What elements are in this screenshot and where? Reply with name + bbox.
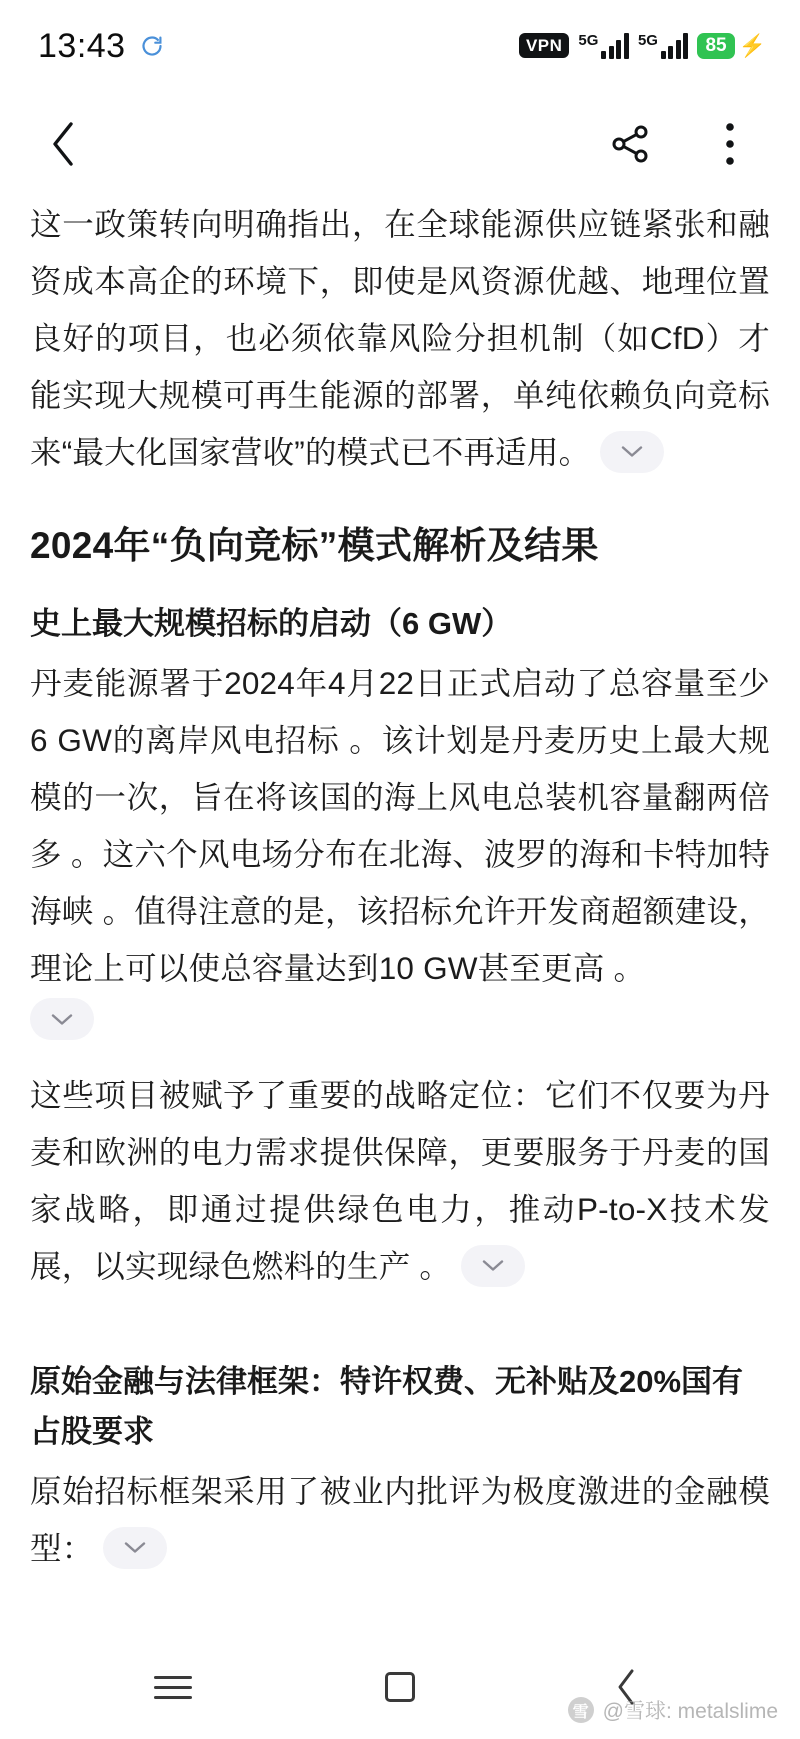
app-bar <box>0 92 800 196</box>
article-paragraph-2 <box>30 655 770 997</box>
chevron-down-icon[interactable] <box>103 1527 167 1569</box>
watermark-avatar: 雪 <box>568 1697 594 1723</box>
section-heading: 2024年“负向竞标”模式解析及结果 <box>30 525 599 566</box>
battery-indicator <box>697 33 766 60</box>
network-type-label-1: 5G <box>578 31 599 49</box>
app-bar-actions <box>604 118 756 170</box>
watermark <box>568 1695 778 1725</box>
signal-indicator-1 <box>578 33 629 59</box>
status-bar-left <box>38 27 164 66</box>
paragraph-3-text: 这些项目被赋予了重要的战略定位：它们不仅要为丹麦和欧洲的电力需求提供保障，更要服务于丹麦的国家战略，即通过提供绿色电力，推动P-to-X技术发展，以实现绿色燃料的生产 。 <box>30 1077 770 1284</box>
paragraph-2-text: 丹麦能源署于2024年4月22日正式启动了总容量至少6 GW的离岸风电招标 。该计划是丹麦历史上最大规模的一次，旨在将该国的海上风电总装机容量翻两倍多 。这六个风电场分布在北海、波罗的海和卡特加特海峡 。值得注意的是，该招标允许开发商超额建设，理论上可以使总容量达到10 GW甚至更高 。 <box>30 665 770 986</box>
chevron-down-icon[interactable] <box>600 431 664 473</box>
chevron-down-icon[interactable] <box>461 1245 525 1287</box>
network-type-label-2: 5G <box>637 31 658 49</box>
article-paragraph-1 <box>30 196 770 481</box>
status-bar-right <box>519 33 766 60</box>
status-clock: 13:43 <box>38 26 126 65</box>
spacer <box>30 1301 770 1335</box>
status-bar <box>0 0 800 92</box>
paragraph-1-text: 这一政策转向明确指出，在全球能源供应链紧张和融资成本高企的环境下，即使是风资源优越、地理位置良好的项目，也必须依靠风险分担机制（如CfD）才能实现大规模可再生能源的部署，单纯依赖负向竞标来“最大化国家营收”的模式已不再适用。 <box>30 206 770 470</box>
more-options-button[interactable] <box>704 118 756 170</box>
paragraph-block-3 <box>30 1067 770 1295</box>
paragraph-block-4 <box>30 1463 770 1577</box>
home-button[interactable] <box>360 1657 440 1717</box>
sub-heading-1: 史上最大规模招标的启动（6 GW） <box>30 606 513 641</box>
article-paragraph-4 <box>30 1463 770 1577</box>
paragraph-block-1 <box>30 196 770 481</box>
paragraph-2-expand-row <box>30 1001 770 1043</box>
paragraph-block-2 <box>30 655 770 1043</box>
vpn-badge: VPN <box>519 33 569 58</box>
spacer <box>30 1049 770 1067</box>
refresh-icon <box>140 34 164 58</box>
battery-percent-label: 85 <box>697 33 734 60</box>
hamburger-menu-icon <box>154 1676 192 1699</box>
article-content[interactable] <box>0 196 800 1635</box>
signal-bars-icon-2 <box>661 33 689 59</box>
square-home-icon <box>385 1672 415 1702</box>
lightning-bolt-icon: ⚡ <box>738 32 766 58</box>
paragraph-4-text: 原始招标框架采用了被业内批评为极度激进的金融模型： <box>30 1473 770 1566</box>
signal-indicator-2 <box>638 33 689 59</box>
back-button[interactable] <box>38 118 90 170</box>
chevron-down-icon[interactable] <box>30 998 94 1040</box>
share-button[interactable] <box>604 118 656 170</box>
watermark-text: @雪球: metalslime <box>602 1700 778 1723</box>
sub-heading-2: 原始金融与法律框架：特许权费、无补贴及20%国有占股要求 <box>30 1364 744 1449</box>
signal-bars-icon-1 <box>601 33 629 59</box>
recents-button[interactable] <box>133 1657 213 1717</box>
article-paragraph-3 <box>30 1067 770 1295</box>
